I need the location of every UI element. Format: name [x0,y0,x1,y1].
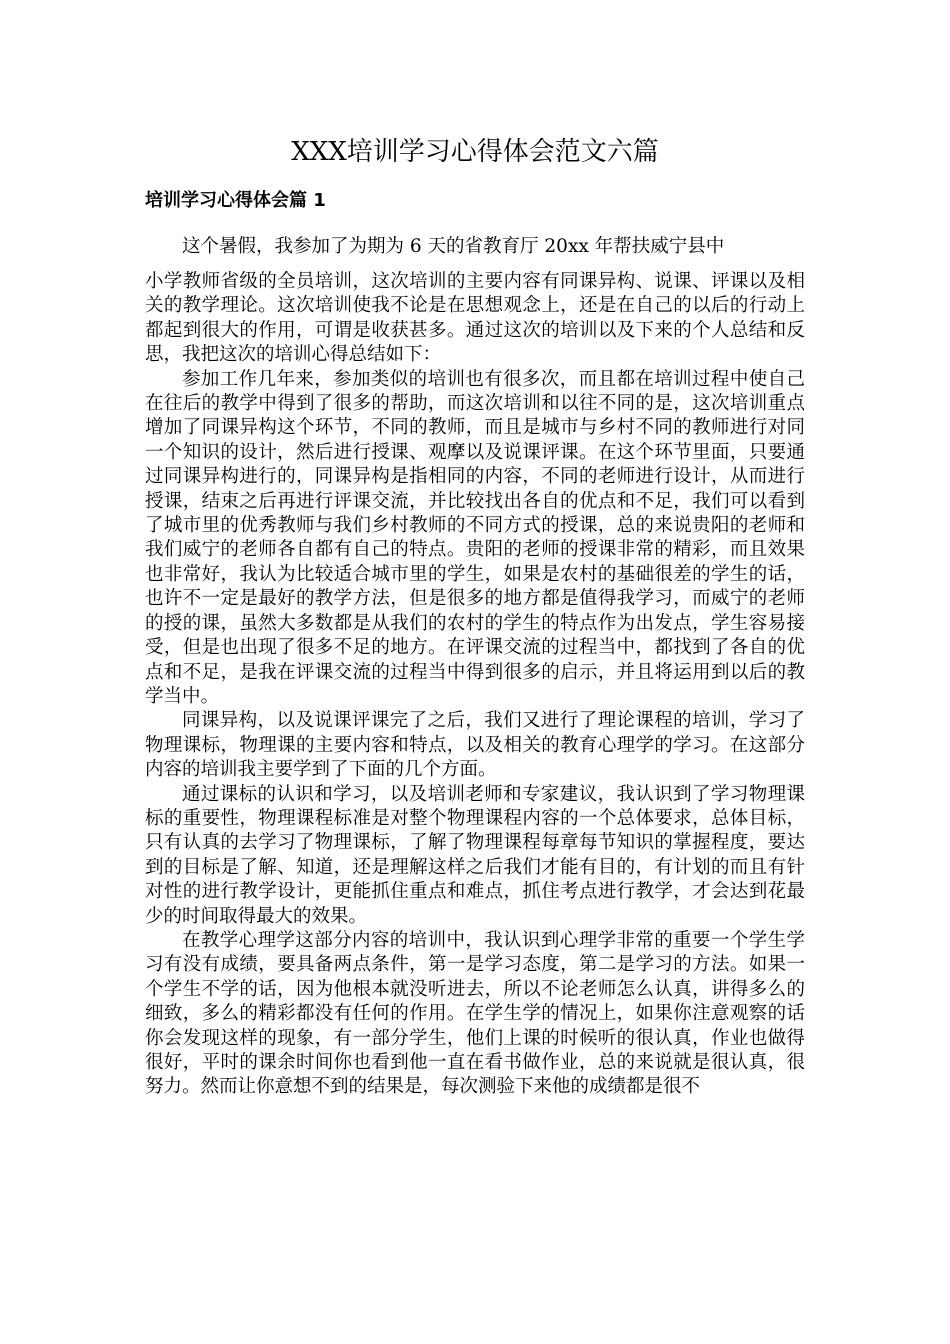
paragraph-1-continued: 小学教师省级的全员培训，这次培训的主要内容有同课异构、说课、评课以及相关的教学理论。这次培训使我不论是在思想观念上，还是在自己的以后的行动上都起到很大的作用，可谓是收获甚多。通过这次的培训以及下来的个人总结和反思，我把这次的培训心得总结如下： [145,271,805,366]
paragraph-2: 参加工作几年来，参加类似的培训也有很多次，而且都在培训过程中使自己在往后的教学中得到了很多的帮助，而这次培训和以往不同的是，这次培训重点增加了同课异构这个环节，不同的教师，而且是城市与乡村不同的教师进行对同一个知识的设计，然后进行授课、观摩以及说课评课。在这个环节里面，只要通过同课异构进行的，同课异构是指相同的内容，不同的老师进行设计，从而进行授课，结束之后再进行评课交流，并比较找出各自的优点和不足，我们可以看到了城市里的优秀教师与我们乡村教师的不同方式的授课，总的来说贵阳的老师和我们威宁的老师各自都有自己的特点。贵阳的老师的授课非常的精彩，而且效果也非常好，我认为比较适合城市里的学生，如果是农村的基础很差的学生的话，也许不一定是最好的教学方法，但是很多的地方都是值得我学习，而威宁的老师的授的课，虽然大多数都是从我们的农村的学生的特点作为出发点，学生容易接受，但是也出现了很多不足的地方。在评课交流的过程当中，都找到了各自的优点和不足，是我在评课交流的过程当中得到很多的启示，并且将运用到以后的教学当中。 [145,368,805,707]
paragraph-5: 在教学心理学这部分内容的培训中，我认识到心理学非常的重要一个学生学习有没有成绩，要具备两点条件，第一是学习态度，第二是学习的方法。如果一个学生不学的话，因为他根本就没听进去，所以不论老师怎么认真，讲得多么的细致，多么的精彩都没有任何的作用。在学生学的情况上，如果你注意观察的话你会发现这样的现象，有一部分学生，他们上课的时候听的很认真，作业也做得很好，平时的课余时间你也看到他一直在看书做作业，总的来说就是很认真，很努力。然而让你意想不到的结果是，每次测验下来他的成绩都是很不 [145,929,805,1098]
document-title: XXX培训学习心得体会范文六篇 [291,137,659,167]
paragraph-3: 同课异构，以及说课评课完了之后，我们又进行了理论课程的培训，学习了物理课标，物理课的主要内容和特点，以及相关的教育心理学的学习。在这部分内容的培训我主要学到了下面的几个方面。 [145,710,805,781]
section-heading: 培训学习心得体会篇 1 [145,190,326,211]
body-paragraphs [145,270,805,1100]
paragraph-4: 通过课标的认识和学习，以及培训老师和专家建议，我认识到了学习物理课标的重要性，物理课程标准是对整个物理课程内容的一个总体要求，总体目标，只有认真的去学习了物理课标，了解了物理课程每章每节知识的掌握程度，要达到的目标是了解、知道，还是理解这样之后我们才能有目的，有计划的而且有针对性的进行教学设计，更能抓住重点和难点，抓住考点进行教学，才会达到花最少的时间取得最大的效果。 [145,783,805,927]
paragraph-first-line: 这个暑假，我参加了为期为 6 天的省教育厅 20xx 年帮扶威宁县中 [182,236,725,257]
